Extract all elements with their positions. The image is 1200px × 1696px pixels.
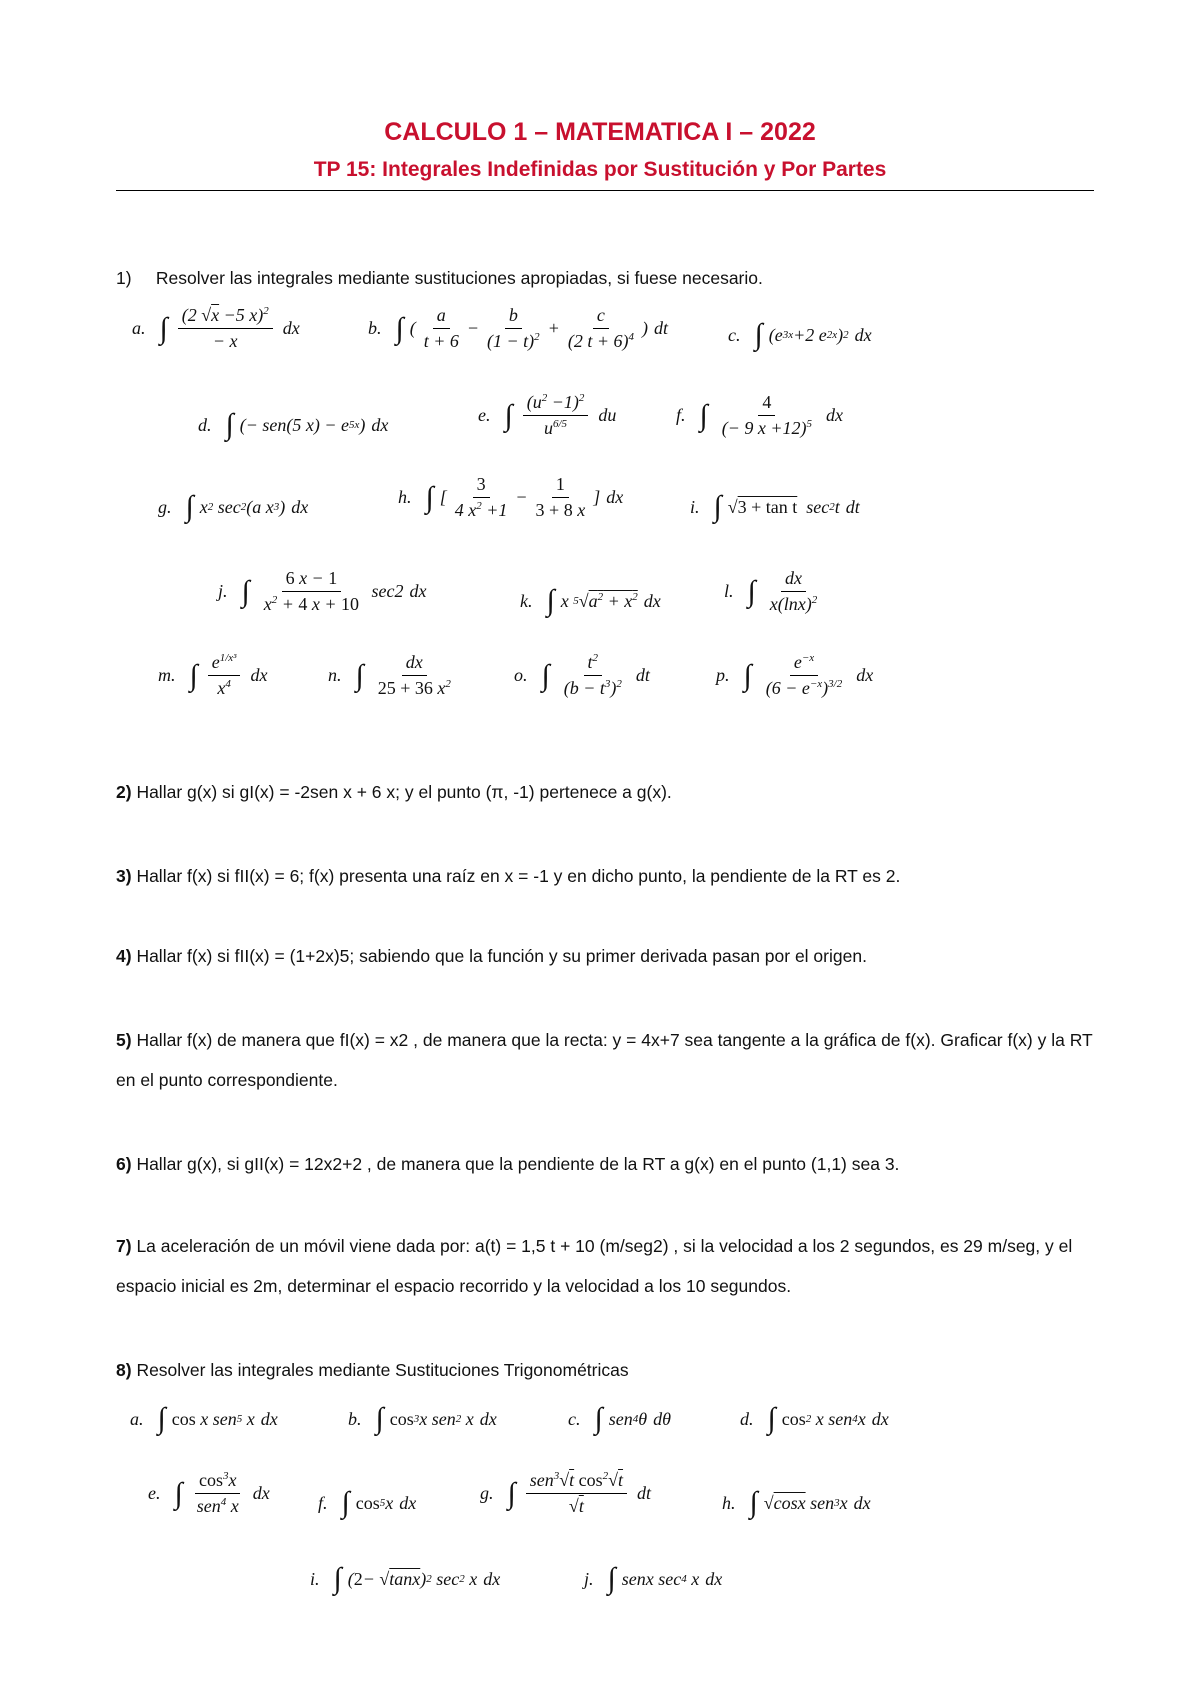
integral-1o: o. ∫ $\frac{t^2}{(b - t^3)^2}$ dt [514,652,650,698]
question-6: 6) Hallar g(x), si gII(x) = 12x2+2 , de manera que la pendiente de la RT a g(x) en el punto (1,1) sea 3. [116,1154,900,1174]
integral-8h: h. ∫ √ cosx sen 3 x dx [722,1486,871,1519]
integral-1n: n. ∫ $\frac{dx}{25 + 36 x^2}$ [328,652,451,698]
integral-1d: d. ∫ (− sen(5 x) − e 5x ) dx [198,408,389,441]
integral-1g: g. ∫ x 2 sec 2 (a x 3 ) dx [158,490,309,523]
integral-8i: i. ∫ ( 2 − √ tanx ) 2 sec 2 x dx [310,1562,501,1595]
question-1 [116,258,1100,298]
document-subtitle: TP 15: Integrales Indefinidas por Sustitución y Por Partes [313,158,887,181]
integral-1m: m. ∫ $\frac{e^{1/x^3}}{x^4}$ dx [158,652,268,698]
question-2: 2) Hallar g(x) si gI(x) = -2sen x + 6 x; y el punto (π, -1) pertenece a g(x). [116,782,672,802]
integral-1e: e. ∫ $\frac{(u^2 -1)^2}{u^{6/5}}$ du [478,392,617,438]
integral-1l: l. ∫ $\frac{dx}{x(\ln x)^2}$ [724,568,818,614]
integral-1p: p. ∫ $\frac{e^{-x}}{(6 - e^{-x})^{3/2}}$ dx [716,652,874,698]
question-1-text: Resolver las integrales mediante sustituciones apropiadas, si fuese necesario. [155,268,763,288]
question-3: 3) Hallar f(x) si fII(x) = 6; f(x) presenta una raíz en x = -1 y en dicho punto, la pendiente de la RT es 2. [116,866,901,886]
header-divider [116,190,1094,191]
integral-1a: a. ∫ $\frac{(2 √x -5 x)^2}{- x}$ dx [132,305,300,351]
integral-1b: b. ∫ ( $\frac{a}{t + 6}$ − $\frac{b}{(1 - t)^2}$ + $\frac{c}{(2 t + 6)^4}$ ) dt [368,305,668,351]
document-title: CALCULO 1 – MATEMATICA I – 2022 [384,118,816,146]
integral-1j: j. ∫ $\frac{6 x - 1}{x^2 + 4 x + 10}$ sec2 dx [218,568,427,614]
integral-1h: h. ∫ [ $\frac{3}{4 x^2 +1}$ − $\frac{1}{3 + 8 x}$ ] dx [398,474,624,520]
question-7: 7) La aceleración de un móvil viene dada por: a(t) = 1,5 t + 10 (m/seg2) , si la velocidad a los 2 segundos, es 29 m/seg, y el espacio inicial es 2m, determinar el espacio recorrido y la velocidad a los 10 segundos. [116,1236,1073,1296]
integral-8g: g. ∫ $\frac{sen^3√t \cos^2√t}{√t}$ dt [480,1470,652,1516]
integral-8c: c. ∫ sen 4 θ dθ [568,1402,671,1435]
integral-8a: a. ∫ cos x sen 5 x dx [130,1402,278,1435]
integral-8e: e. ∫ $\frac{\cos^3x}{sen^4 x}$ dx [148,1470,270,1516]
integral-1f: f. ∫ $\frac{4}{(- 9 x +12)^5}$ dx [676,392,844,438]
integral-1i: i. ∫ √ 3 + tan t sec 2 t dt [690,490,860,523]
integral-8j: j. ∫ senx sec 4 x dx [584,1562,723,1595]
question-1-number: 1) [116,268,132,288]
integral-1c: c. ∫ (e 3x +2 e 2x ) 2 dx [728,318,872,351]
integral-8d: d. ∫ cos 2 x sen 4 x dx [740,1402,889,1435]
question-8: 8) Resolver las integrales mediante Sustituciones Trigonométricas [116,1360,629,1380]
integral-8f: f. ∫ cos 5 x dx [318,1486,417,1519]
integral-8b: b. ∫ cos 3 x sen 2 x dx [348,1402,497,1435]
question-4: 4) Hallar f(x) si fII(x) = (1+2x)5; sabiendo que la función y su primer derivada pasan por el origen. [116,946,867,966]
integral-1k: k. ∫ x 5 √ $a^2 + x^2$ dx [520,584,661,617]
question-5: 5) Hallar f(x) de manera que fI(x) = x2 , de manera que la recta: y = 4x+7 sea tangente a la gráfica de f(x). Graficar f(x) y la RT en el punto correspondiente. [116,1030,1093,1090]
